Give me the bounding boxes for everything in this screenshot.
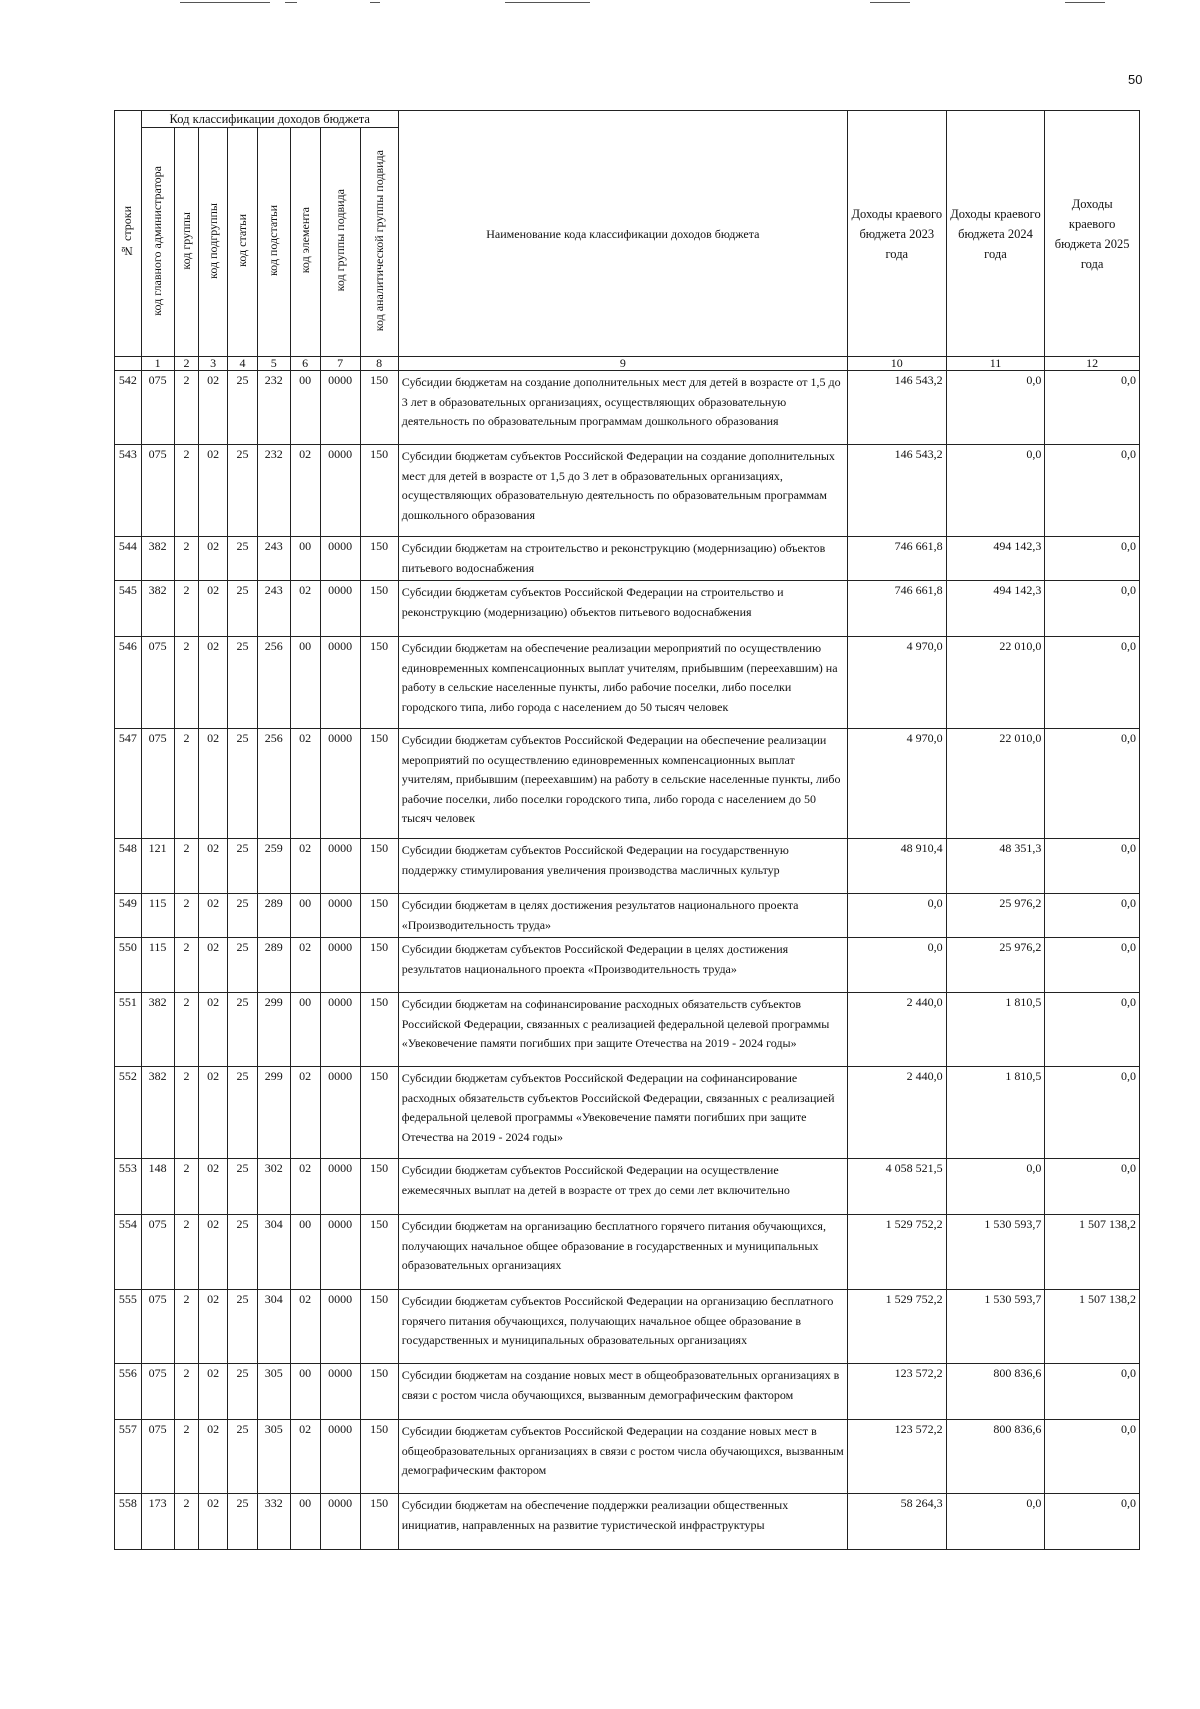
income-2025: 0,0 [1045, 894, 1140, 938]
income-2023: 58 264,3 [847, 1494, 946, 1550]
article-code: 25 [228, 1159, 258, 1215]
income-2023: 146 543,2 [847, 371, 946, 445]
subarticle-code: 299 [257, 1067, 290, 1159]
subgroup-code: 02 [199, 1494, 228, 1550]
element-code: 02 [290, 1159, 320, 1215]
income-name: Субсидии бюджетам на создание дополнительных мест для детей в возрасте от 1,5 до 3 лет в образовательных организациях, осуществляющих образовательную деятельность по образовательным программам дошкольного образования [398, 371, 847, 445]
group-code: 2 [174, 637, 199, 729]
column-number: 12 [1045, 357, 1140, 371]
income-name: Субсидии бюджетам субъектов Российской Федерации на строительство и реконструкцию (модернизацию) объектов питьевого водоснабжения [398, 581, 847, 637]
group-code: 2 [174, 839, 199, 894]
analytic-group-code: 150 [360, 1067, 398, 1159]
element-code: 00 [290, 1364, 320, 1420]
admin-code: 075 [141, 371, 174, 445]
table-row [115, 993, 1140, 1067]
row-number: 550 [115, 938, 142, 993]
analytic-group-code: 150 [360, 537, 398, 581]
admin-code: 075 [141, 1290, 174, 1364]
income-name: Субсидии бюджетам субъектов Российской Федерации на обеспечение реализации мероприятий по осуществлению единовременных компенсационных выплат учителям, прибывшим (переехавшим) на работу в сельские населенные пункты, либо рабочие поселки, либо поселки городского типа, либо города с населением до 50 тысяч человек [398, 729, 847, 839]
subarticle-code: 302 [257, 1159, 290, 1215]
analytic-group-code: 150 [360, 894, 398, 938]
row-number: 542 [115, 371, 142, 445]
income-2025: 0,0 [1045, 938, 1140, 993]
admin-code: 382 [141, 993, 174, 1067]
income-2025: 0,0 [1045, 1067, 1140, 1159]
subarticle-code: 232 [257, 445, 290, 537]
subtype-group-code: 0000 [320, 371, 360, 445]
table-row [115, 894, 1140, 938]
row-number: 548 [115, 839, 142, 894]
column-number: 7 [320, 357, 360, 371]
table-row [115, 1290, 1140, 1364]
subarticle-code: 305 [257, 1364, 290, 1420]
page-number: 50 [1128, 72, 1143, 87]
group-code: 2 [174, 894, 199, 938]
group-code: 2 [174, 1159, 199, 1215]
table-row [115, 729, 1140, 839]
column-number: 3 [199, 357, 228, 371]
row-number: 552 [115, 1067, 142, 1159]
income-2023: 123 572,2 [847, 1420, 946, 1494]
group-code: 2 [174, 938, 199, 993]
table-row [115, 1215, 1140, 1290]
column-number: 2 [174, 357, 199, 371]
subtype-group-code: 0000 [320, 1215, 360, 1290]
income-2024: 800 836,6 [946, 1364, 1045, 1420]
income-2024: 494 142,3 [946, 581, 1045, 637]
income-name: Субсидии бюджетам на строительство и реконструкцию (модернизацию) объектов питьевого водоснабжения [398, 537, 847, 581]
header-admin-code: код главного администратора [141, 128, 174, 357]
income-2025: 1 507 138,2 [1045, 1290, 1140, 1364]
income-name: Субсидии бюджетам субъектов Российской Федерации на осуществление ежемесячных выплат на детей в возрасте от трех до семи лет включительно [398, 1159, 847, 1215]
subgroup-code: 02 [199, 371, 228, 445]
analytic-group-code: 150 [360, 1215, 398, 1290]
element-code: 02 [290, 938, 320, 993]
header-element-code: код элемента [290, 128, 320, 357]
article-code: 25 [228, 993, 258, 1067]
income-name: Субсидии бюджетам в целях достижения результатов национального проекта «Производительность труда» [398, 894, 847, 938]
income-2025: 0,0 [1045, 839, 1140, 894]
subarticle-code: 299 [257, 993, 290, 1067]
subtype-group-code: 0000 [320, 1364, 360, 1420]
subarticle-code: 243 [257, 581, 290, 637]
row-number: 546 [115, 637, 142, 729]
subgroup-code: 02 [199, 1067, 228, 1159]
income-2023: 4 058 521,5 [847, 1159, 946, 1215]
income-2023: 1 529 752,2 [847, 1290, 946, 1364]
admin-code: 075 [141, 637, 174, 729]
subarticle-code: 304 [257, 1215, 290, 1290]
header-article-code: код статьи [228, 128, 258, 357]
element-code: 00 [290, 1215, 320, 1290]
column-number: 9 [398, 357, 847, 371]
analytic-group-code: 150 [360, 938, 398, 993]
group-code: 2 [174, 1494, 199, 1550]
subtype-group-code: 0000 [320, 1290, 360, 1364]
income-name: Субсидии бюджетам субъектов Российской Федерации на организацию бесплатного горячего питания обучающихся, получающих начальное общее образование в государственных и муниципальных образовательных организациях [398, 1290, 847, 1364]
subarticle-code: 256 [257, 729, 290, 839]
element-code: 00 [290, 1494, 320, 1550]
header-name: Наименование кода классификации доходов бюджета [398, 111, 847, 357]
income-name: Субсидии бюджетам субъектов Российской Федерации в целях достижения результатов национального проекта «Производительность труда» [398, 938, 847, 993]
group-code: 2 [174, 371, 199, 445]
analytic-group-code: 150 [360, 839, 398, 894]
scan-artifacts [0, 0, 1200, 6]
analytic-group-code: 150 [360, 637, 398, 729]
subarticle-code: 243 [257, 537, 290, 581]
admin-code: 115 [141, 894, 174, 938]
income-2023: 146 543,2 [847, 445, 946, 537]
subgroup-code: 02 [199, 537, 228, 581]
column-number: 6 [290, 357, 320, 371]
group-code: 2 [174, 1215, 199, 1290]
analytic-group-code: 150 [360, 729, 398, 839]
subarticle-code: 289 [257, 894, 290, 938]
analytic-group-code: 150 [360, 1290, 398, 1364]
article-code: 25 [228, 1290, 258, 1364]
subtype-group-code: 0000 [320, 1494, 360, 1550]
article-code: 25 [228, 637, 258, 729]
subarticle-code: 332 [257, 1494, 290, 1550]
element-code: 02 [290, 729, 320, 839]
column-number: 8 [360, 357, 398, 371]
income-2024: 25 976,2 [946, 894, 1045, 938]
income-2023: 4 970,0 [847, 637, 946, 729]
group-code: 2 [174, 537, 199, 581]
subtype-group-code: 0000 [320, 1420, 360, 1494]
header-income-2023: Доходы краевого бюджета 2023 года [847, 111, 946, 357]
table-row [115, 637, 1140, 729]
group-code: 2 [174, 1067, 199, 1159]
row-number: 558 [115, 1494, 142, 1550]
element-code: 00 [290, 537, 320, 581]
article-code: 25 [228, 537, 258, 581]
header-subtype-group-code: код группы подвида [320, 128, 360, 357]
income-2024: 22 010,0 [946, 729, 1045, 839]
subgroup-code: 02 [199, 1215, 228, 1290]
article-code: 25 [228, 581, 258, 637]
income-2024: 22 010,0 [946, 637, 1045, 729]
subgroup-code: 02 [199, 839, 228, 894]
group-code: 2 [174, 729, 199, 839]
income-2025: 0,0 [1045, 993, 1140, 1067]
subarticle-code: 289 [257, 938, 290, 993]
table-row [115, 1159, 1140, 1215]
subtype-group-code: 0000 [320, 938, 360, 993]
admin-code: 075 [141, 729, 174, 839]
income-name: Субсидии бюджетам на софинансирование расходных обязательств субъектов Российской Федерации, связанных с реализацией федеральной целевой программы «Увековечение памяти погибших при защите Отечества на 2019 - 2024 годы» [398, 993, 847, 1067]
income-classification-table [114, 110, 1140, 1550]
admin-code: 075 [141, 445, 174, 537]
income-2023: 2 440,0 [847, 993, 946, 1067]
income-2024: 1 530 593,7 [946, 1215, 1045, 1290]
table-row [115, 839, 1140, 894]
analytic-group-code: 150 [360, 371, 398, 445]
income-2025: 0,0 [1045, 1420, 1140, 1494]
income-2025: 0,0 [1045, 1494, 1140, 1550]
element-code: 00 [290, 637, 320, 729]
row-number: 547 [115, 729, 142, 839]
article-code: 25 [228, 729, 258, 839]
admin-code: 075 [141, 1215, 174, 1290]
table-row [115, 1067, 1140, 1159]
analytic-group-code: 150 [360, 1364, 398, 1420]
subtype-group-code: 0000 [320, 445, 360, 537]
income-2024: 0,0 [946, 1159, 1045, 1215]
income-2023: 4 970,0 [847, 729, 946, 839]
header-row-number: № строки [115, 111, 142, 357]
admin-code: 382 [141, 1067, 174, 1159]
table-header [115, 111, 1140, 357]
header-subgroup-code: код подгруппы [199, 128, 228, 357]
analytic-group-code: 150 [360, 1494, 398, 1550]
group-code: 2 [174, 1290, 199, 1364]
income-2023: 0,0 [847, 894, 946, 938]
table-row [115, 371, 1140, 445]
income-2023: 123 572,2 [847, 1364, 946, 1420]
admin-code: 382 [141, 537, 174, 581]
article-code: 25 [228, 894, 258, 938]
analytic-group-code: 150 [360, 993, 398, 1067]
income-name: Субсидии бюджетам на создание новых мест в общеобразовательных организациях в связи с ростом числа обучающихся, вызванным демографическим фактором [398, 1364, 847, 1420]
column-number: 5 [257, 357, 290, 371]
table-body [115, 371, 1140, 1550]
subgroup-code: 02 [199, 581, 228, 637]
article-code: 25 [228, 445, 258, 537]
element-code: 02 [290, 1290, 320, 1364]
row-number: 551 [115, 993, 142, 1067]
income-2024: 1 530 593,7 [946, 1290, 1045, 1364]
admin-code: 382 [141, 581, 174, 637]
subarticle-code: 232 [257, 371, 290, 445]
income-2024: 0,0 [946, 371, 1045, 445]
admin-code: 121 [141, 839, 174, 894]
article-code: 25 [228, 371, 258, 445]
column-number [115, 357, 142, 371]
subtype-group-code: 0000 [320, 729, 360, 839]
income-2025: 0,0 [1045, 1159, 1140, 1215]
element-code: 00 [290, 371, 320, 445]
group-code: 2 [174, 445, 199, 537]
table-row [115, 445, 1140, 537]
income-2023: 0,0 [847, 938, 946, 993]
column-number: 1 [141, 357, 174, 371]
subtype-group-code: 0000 [320, 637, 360, 729]
header-group-code: код группы [174, 128, 199, 357]
element-code: 02 [290, 839, 320, 894]
subarticle-code: 305 [257, 1420, 290, 1494]
subtype-group-code: 0000 [320, 993, 360, 1067]
table-row [115, 537, 1140, 581]
article-code: 25 [228, 1215, 258, 1290]
table-row [115, 1420, 1140, 1494]
header-income-2024: Доходы краевого бюджета 2024 года [946, 111, 1045, 357]
income-2024: 494 142,3 [946, 537, 1045, 581]
subgroup-code: 02 [199, 1290, 228, 1364]
header-subarticle-code: код подстатьи [257, 128, 290, 357]
subgroup-code: 02 [199, 729, 228, 839]
element-code: 02 [290, 581, 320, 637]
subgroup-code: 02 [199, 1364, 228, 1420]
subgroup-code: 02 [199, 894, 228, 938]
subgroup-code: 02 [199, 1420, 228, 1494]
element-code: 02 [290, 1420, 320, 1494]
admin-code: 173 [141, 1494, 174, 1550]
admin-code: 075 [141, 1420, 174, 1494]
table-row [115, 938, 1140, 993]
column-number: 10 [847, 357, 946, 371]
row-number: 553 [115, 1159, 142, 1215]
income-name: Субсидии бюджетам на обеспечение поддержки реализации общественных инициатив, направленных на развитие туристической инфраструктуры [398, 1494, 847, 1550]
income-2025: 0,0 [1045, 537, 1140, 581]
income-2023: 48 910,4 [847, 839, 946, 894]
income-2024: 25 976,2 [946, 938, 1045, 993]
group-code: 2 [174, 581, 199, 637]
income-name: Субсидии бюджетам субъектов Российской Федерации на создание новых мест в общеобразовательных организациях в связи с ростом числа обучающихся, вызванным демографическим фактором [398, 1420, 847, 1494]
income-2023: 746 661,8 [847, 537, 946, 581]
income-2024: 0,0 [946, 445, 1045, 537]
article-code: 25 [228, 1364, 258, 1420]
income-2023: 746 661,8 [847, 581, 946, 637]
income-name: Субсидии бюджетам субъектов Российской Федерации на создание дополнительных мест для детей в возрасте от 1,5 до 3 лет в образовательных организациях, осуществляющих образовательную деятельность по образовательным программам дошкольного образования [398, 445, 847, 537]
income-2025: 0,0 [1045, 371, 1140, 445]
subtype-group-code: 0000 [320, 581, 360, 637]
row-number: 543 [115, 445, 142, 537]
group-code: 2 [174, 1364, 199, 1420]
subtype-group-code: 0000 [320, 1067, 360, 1159]
article-code: 25 [228, 839, 258, 894]
income-2023: 2 440,0 [847, 1067, 946, 1159]
row-number: 554 [115, 1215, 142, 1290]
analytic-group-code: 150 [360, 1159, 398, 1215]
admin-code: 075 [141, 1364, 174, 1420]
article-code: 25 [228, 1420, 258, 1494]
income-name: Субсидии бюджетам на обеспечение реализации мероприятий по осуществлению единовременных компенсационных выплат учителям, прибывшим (переехавшим) на работу в сельские населенные пункты, либо рабочие поселки, либо поселки городского типа, либо города с населением до 50 тысяч человек [398, 637, 847, 729]
admin-code: 148 [141, 1159, 174, 1215]
subgroup-code: 02 [199, 1159, 228, 1215]
article-code: 25 [228, 1067, 258, 1159]
income-2024: 48 351,3 [946, 839, 1045, 894]
income-2025: 0,0 [1045, 637, 1140, 729]
income-2024: 800 836,6 [946, 1420, 1045, 1494]
income-2025: 0,0 [1045, 1364, 1140, 1420]
header-classification-group: Код классификации доходов бюджета [141, 111, 398, 128]
income-2024: 1 810,5 [946, 1067, 1045, 1159]
group-code: 2 [174, 1420, 199, 1494]
subgroup-code: 02 [199, 637, 228, 729]
row-number: 545 [115, 581, 142, 637]
subarticle-code: 256 [257, 637, 290, 729]
column-number: 11 [946, 357, 1045, 371]
element-code: 02 [290, 445, 320, 537]
subgroup-code: 02 [199, 445, 228, 537]
analytic-group-code: 150 [360, 1420, 398, 1494]
subtype-group-code: 0000 [320, 839, 360, 894]
row-number: 549 [115, 894, 142, 938]
admin-code: 115 [141, 938, 174, 993]
income-name: Субсидии бюджетам субъектов Российской Федерации на софинансирование расходных обязательств субъектов Российской Федерации, связанных с реализацией федеральной целевой программы «Увековечение памяти погибших при защите Отечества на 2019 - 2024 годы» [398, 1067, 847, 1159]
subarticle-code: 304 [257, 1290, 290, 1364]
column-number: 4 [228, 357, 258, 371]
income-2024: 1 810,5 [946, 993, 1045, 1067]
element-code: 00 [290, 993, 320, 1067]
row-number: 544 [115, 537, 142, 581]
subtype-group-code: 0000 [320, 894, 360, 938]
article-code: 25 [228, 938, 258, 993]
group-code: 2 [174, 993, 199, 1067]
table-row [115, 1494, 1140, 1550]
income-2025: 1 507 138,2 [1045, 1215, 1140, 1290]
analytic-group-code: 150 [360, 445, 398, 537]
income-2024: 0,0 [946, 1494, 1045, 1550]
row-number: 555 [115, 1290, 142, 1364]
header-income-2025: Доходы краевого бюджета 2025 года [1045, 111, 1140, 357]
income-name: Субсидии бюджетам на организацию бесплатного горячего питания обучающихся, получающих начальное общее образование в государственных и муниципальных образовательных организациях [398, 1215, 847, 1290]
income-2023: 1 529 752,2 [847, 1215, 946, 1290]
subarticle-code: 259 [257, 839, 290, 894]
header-analytic-group-code: код аналитической группы подвида [360, 128, 398, 357]
row-number: 557 [115, 1420, 142, 1494]
element-code: 02 [290, 1067, 320, 1159]
table-row [115, 1364, 1140, 1420]
column-numbers-row [115, 357, 1140, 371]
subtype-group-code: 0000 [320, 537, 360, 581]
row-number: 556 [115, 1364, 142, 1420]
income-name: Субсидии бюджетам субъектов Российской Федерации на государственную поддержку стимулирования увеличения производства масличных культур [398, 839, 847, 894]
income-2025: 0,0 [1045, 581, 1140, 637]
element-code: 00 [290, 894, 320, 938]
table-row [115, 581, 1140, 637]
article-code: 25 [228, 1494, 258, 1550]
subgroup-code: 02 [199, 993, 228, 1067]
income-2025: 0,0 [1045, 445, 1140, 537]
income-2025: 0,0 [1045, 729, 1140, 839]
subgroup-code: 02 [199, 938, 228, 993]
subtype-group-code: 0000 [320, 1159, 360, 1215]
analytic-group-code: 150 [360, 581, 398, 637]
